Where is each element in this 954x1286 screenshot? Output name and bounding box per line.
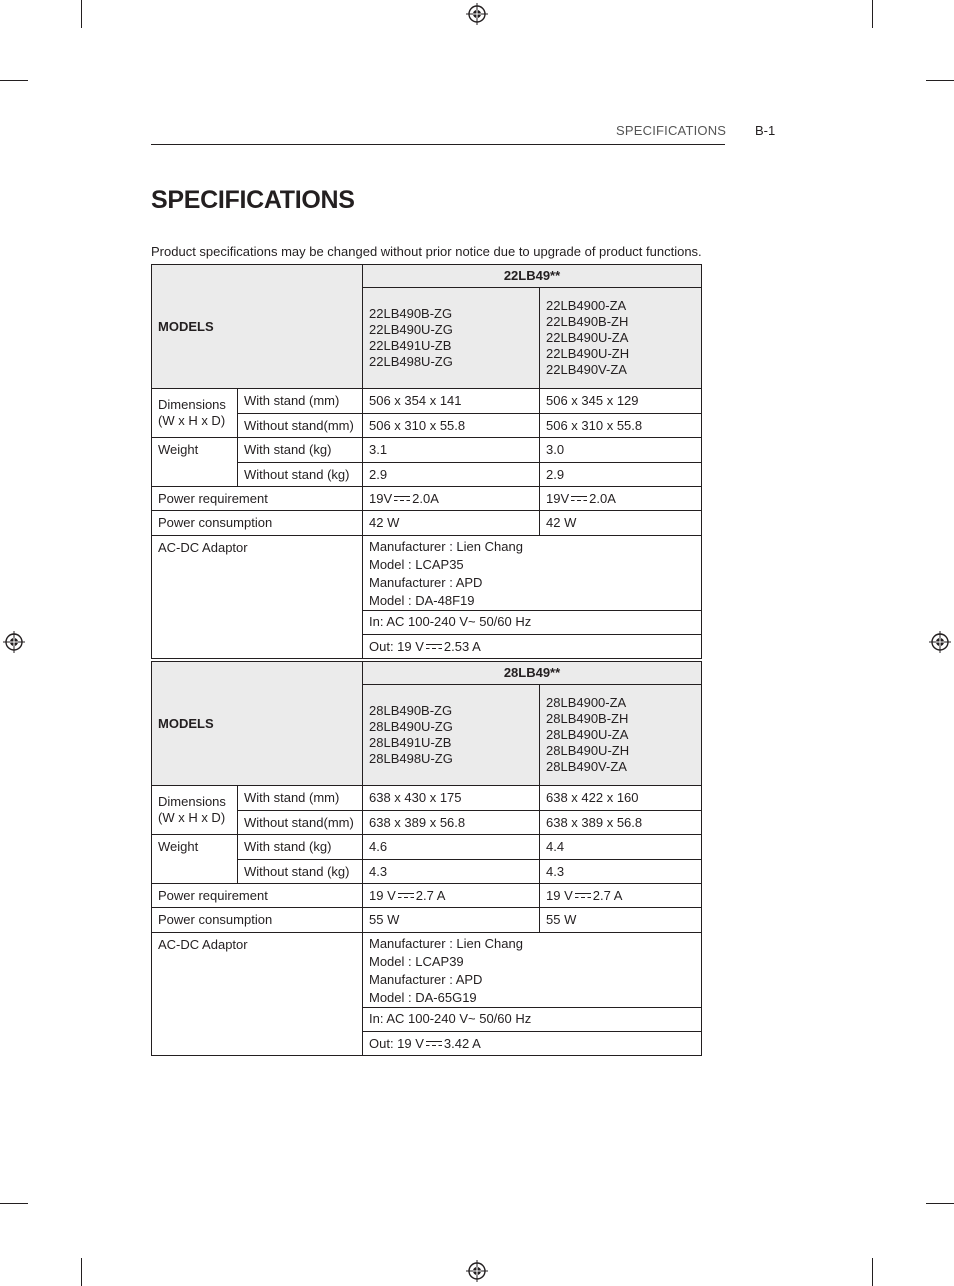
power-req-volt: 19V — [369, 491, 393, 506]
intro-text: Product specifications may be changed without prior notice due to upgrade of product functions. — [151, 244, 702, 259]
power-req-amp: 2.0A — [412, 491, 439, 506]
power-cons-b: 42 W — [540, 511, 702, 536]
model-list-b — [540, 288, 702, 389]
dim-without-a: 506 x 310 x 55.8 — [363, 414, 540, 438]
power-cons-label: Power consumption — [152, 511, 363, 536]
model-item: 22LB490V-ZA — [546, 362, 627, 377]
dc-symbol-icon — [398, 892, 414, 899]
crop-mark — [872, 1258, 873, 1286]
model-item: 22LB490B-ZH — [546, 314, 629, 329]
adaptor-in: In: AC 100-240 V~ 50/60 Hz — [363, 1008, 702, 1032]
model-item: 28LB490V-ZA — [546, 759, 627, 774]
spec-table-22lb49 — [151, 264, 702, 659]
model-item: 22LB490U-ZA — [546, 330, 629, 345]
adaptor-line: Model : DA-65G19 — [369, 990, 477, 1005]
dc-symbol-icon — [426, 643, 442, 650]
registration-mark-icon — [929, 631, 951, 653]
dim-with-b: 506 x 345 x 129 — [540, 389, 702, 414]
model-list-b — [540, 685, 702, 786]
dim-without-a: 638 x 389 x 56.8 — [363, 811, 540, 835]
with-stand-mm-label: With stand (mm) — [238, 786, 363, 811]
power-req-a — [363, 884, 540, 908]
model-item: 22LB491U-ZB — [369, 338, 452, 353]
adaptor-out — [363, 1032, 702, 1056]
power-cons-a: 55 W — [363, 908, 540, 933]
dimensions-label: Dimensions (W x H x D) — [152, 389, 238, 438]
model-item: 28LB498U-ZG — [369, 751, 453, 766]
registration-mark-icon — [3, 631, 25, 653]
dc-symbol-icon — [571, 495, 587, 502]
power-req-b — [540, 884, 702, 908]
crop-mark — [926, 1203, 954, 1204]
wt-with-b: 3.0 — [540, 438, 702, 463]
dc-symbol-icon — [394, 495, 410, 502]
weight-label: Weight — [152, 438, 238, 487]
power-cons-b: 55 W — [540, 908, 702, 933]
without-stand-kg-label: Without stand (kg) — [238, 463, 363, 487]
adaptor-line: Manufacturer : APD — [369, 575, 483, 590]
adaptor-out-amp: 3.42 A — [443, 1036, 481, 1051]
without-stand-mm-label: Without stand(mm) — [238, 414, 363, 438]
wt-without-b: 4.3 — [540, 860, 702, 884]
adaptor-line: Manufacturer : Lien Chang — [369, 539, 523, 554]
model-item: 28LB490B-ZG — [369, 703, 453, 718]
dim-without-b: 506 x 310 x 55.8 — [540, 414, 702, 438]
model-list-a — [363, 685, 540, 786]
model-item: 22LB490B-ZG — [369, 306, 453, 321]
adaptor-line: Model : DA-48F19 — [369, 593, 475, 608]
power-req-volt: 19 V — [369, 888, 396, 903]
dim-without-b: 638 x 389 x 56.8 — [540, 811, 702, 835]
model-item: 28LB490U-ZH — [546, 743, 630, 758]
power-req-label: Power requirement — [152, 487, 363, 511]
wt-without-a: 2.9 — [363, 463, 540, 487]
wt-with-b: 4.4 — [540, 835, 702, 860]
crop-mark — [0, 1203, 28, 1204]
model-item: 22LB4900-ZA — [546, 298, 627, 313]
weight-label: Weight — [152, 835, 238, 884]
power-req-amp: 2.7 A — [415, 888, 446, 903]
series-header: 22LB49** — [363, 265, 702, 288]
adaptor-out-volt: Out: 19 V — [369, 1036, 424, 1051]
model-item: 28LB490U-ZA — [546, 727, 629, 742]
adaptor-info — [363, 933, 702, 1008]
page-number: B-1 — [755, 123, 776, 138]
power-req-label: Power requirement — [152, 884, 363, 908]
power-req-volt: 19V — [546, 491, 570, 506]
power-cons-label: Power consumption — [152, 908, 363, 933]
crop-mark — [926, 80, 954, 81]
power-req-volt: 19 V — [546, 888, 573, 903]
model-item: 28LB490U-ZG — [369, 719, 453, 734]
wt-with-a: 3.1 — [363, 438, 540, 463]
power-req-amp: 2.7 A — [592, 888, 623, 903]
adaptor-label: AC-DC Adaptor — [152, 933, 363, 1056]
adaptor-line: Manufacturer : Lien Chang — [369, 936, 523, 951]
power-req-amp: 2.0A — [589, 491, 616, 506]
models-label: MODELS — [152, 662, 363, 786]
header-section-title: SPECIFICATIONS — [616, 123, 727, 138]
power-req-b — [540, 487, 702, 511]
adaptor-out-volt: Out: 19 V — [369, 639, 424, 654]
dim-with-a: 638 x 430 x 175 — [363, 786, 540, 811]
adaptor-label: AC-DC Adaptor — [152, 536, 363, 659]
wt-without-b: 2.9 — [540, 463, 702, 487]
series-header: 28LB49** — [363, 662, 702, 685]
without-stand-kg-label: Without stand (kg) — [238, 860, 363, 884]
crop-mark — [0, 80, 28, 81]
adaptor-line: Manufacturer : APD — [369, 972, 483, 987]
registration-mark-icon — [466, 1260, 488, 1282]
dim-with-a: 506 x 354 x 141 — [363, 389, 540, 414]
dc-symbol-icon — [426, 1040, 442, 1047]
without-stand-mm-label: Without stand(mm) — [238, 811, 363, 835]
model-item: 22LB490U-ZG — [369, 322, 453, 337]
power-req-a — [363, 487, 540, 511]
model-list-a — [363, 288, 540, 389]
dimensions-label: Dimensions (W x H x D) — [152, 786, 238, 835]
header-rule — [151, 144, 725, 145]
dc-symbol-icon — [575, 892, 591, 899]
registration-mark-icon — [466, 3, 488, 25]
crop-mark — [872, 0, 873, 28]
models-label: MODELS — [152, 265, 363, 389]
with-stand-mm-label: With stand (mm) — [238, 389, 363, 414]
model-item: 28LB490B-ZH — [546, 711, 629, 726]
crop-mark — [81, 1258, 82, 1286]
adaptor-in: In: AC 100-240 V~ 50/60 Hz — [363, 611, 702, 635]
model-item: 28LB491U-ZB — [369, 735, 452, 750]
with-stand-kg-label: With stand (kg) — [238, 835, 363, 860]
adaptor-line: Model : LCAP35 — [369, 557, 464, 572]
model-item: 22LB498U-ZG — [369, 354, 453, 369]
wt-with-a: 4.6 — [363, 835, 540, 860]
page-title: SPECIFICATIONS — [151, 186, 355, 214]
wt-without-a: 4.3 — [363, 860, 540, 884]
power-cons-a: 42 W — [363, 511, 540, 536]
spec-table-28lb49 — [151, 661, 702, 1056]
dim-with-b: 638 x 422 x 160 — [540, 786, 702, 811]
adaptor-info — [363, 536, 702, 611]
adaptor-line: Model : LCAP39 — [369, 954, 464, 969]
adaptor-out-amp: 2.53 A — [443, 639, 481, 654]
crop-mark — [81, 0, 82, 28]
model-item: 28LB4900-ZA — [546, 695, 627, 710]
with-stand-kg-label: With stand (kg) — [238, 438, 363, 463]
model-item: 22LB490U-ZH — [546, 346, 630, 361]
adaptor-out — [363, 635, 702, 659]
